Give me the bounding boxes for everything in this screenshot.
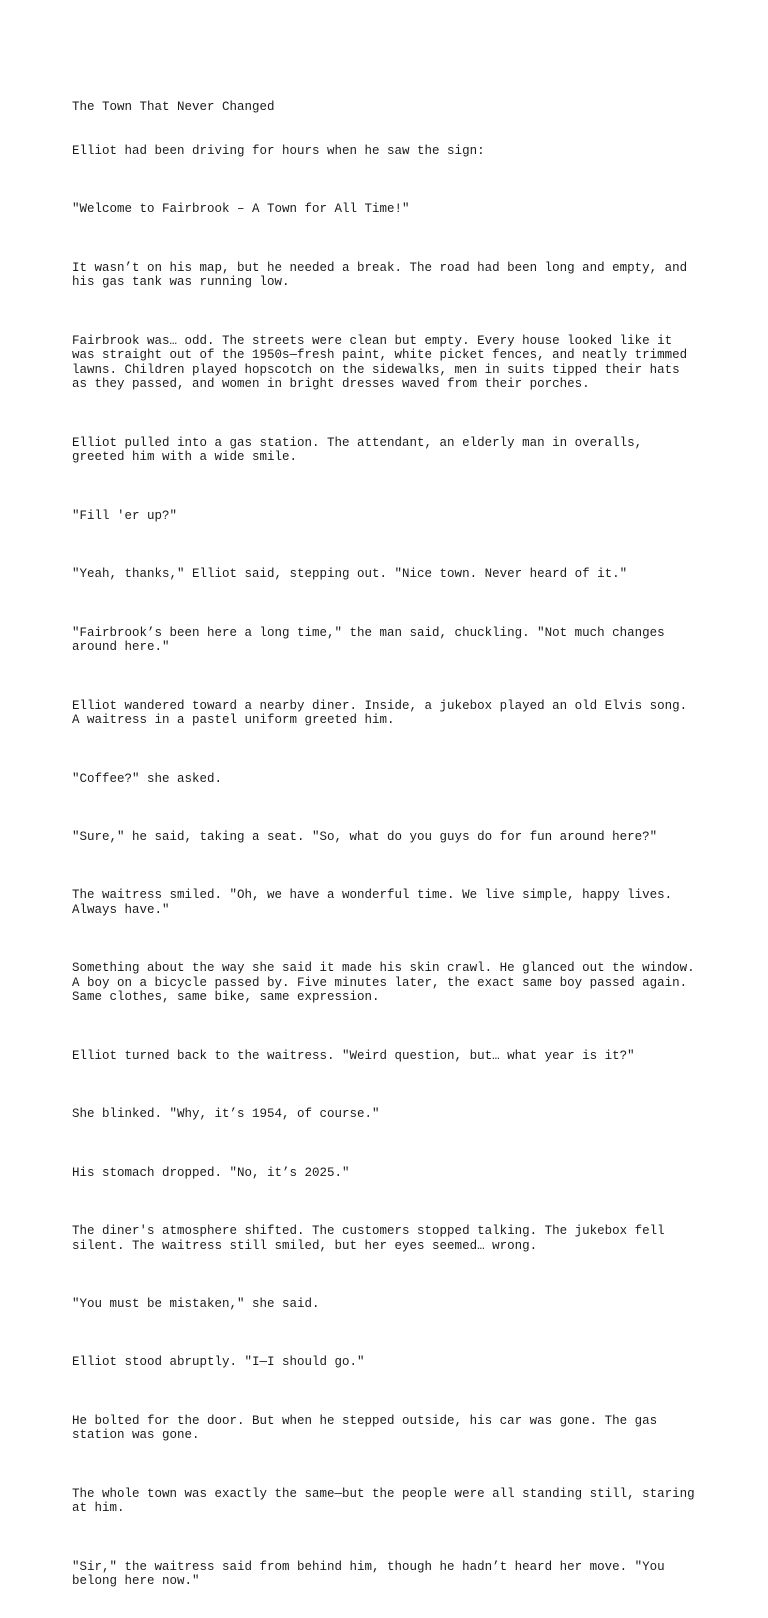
paragraph-21: The whole town was exactly the same—but the people were all standing still, staring at him. bbox=[72, 1486, 695, 1516]
paragraph-20: He bolted for the door. But when he stepped outside, his car was gone. The gas station was gone. bbox=[72, 1413, 658, 1443]
paragraph-18: "You must be mistaken," she said. bbox=[72, 1296, 320, 1311]
paragraph-7: "Yeah, thanks," Elliot said, stepping out. "Nice town. Never heard of it." bbox=[72, 567, 628, 582]
paragraph-12: The waitress smiled. "Oh, we have a wonderful time. We live simple, happy lives. Always have." bbox=[72, 888, 673, 917]
paragraph-4: Fairbrook was… odd. The streets were clean but empty. Every house looked like it was straight out of the 1950s—fresh paint, white picket fences, and neatly trimmed lawns. Children played hopscotch on the sidewalks, men in suits tipped their hats as they passed, and women in bright dresses waved from their porches. bbox=[72, 333, 688, 392]
document-page bbox=[72, 71, 732, 1618]
paragraph-13: Something about the way she said it made his skin crawl. He glanced out the window. A boy on a bicycle passed by. Five minutes later, the exact same boy passed again. Same clothes, same bike, same expression. bbox=[72, 961, 695, 1005]
paragraph-22: "Sir," the waitress said from behind him, though he hadn’t heard her move. "You belong here now." bbox=[72, 1559, 665, 1589]
paragraph-19: Elliot stood abruptly. "I—I should go." bbox=[72, 1355, 365, 1370]
paragraph-6: "Fill 'er up?" bbox=[72, 508, 178, 523]
paragraph-10: "Coffee?" she asked. bbox=[72, 771, 223, 786]
paragraph-14: Elliot turned back to the waitress. "Weird question, but… what year is it?" bbox=[72, 1048, 635, 1063]
paragraph-16: His stomach dropped. "No, it’s 2025." bbox=[72, 1165, 350, 1180]
paragraph-2: "Welcome to Fairbrook – A Town for All Time!" bbox=[72, 202, 410, 217]
paragraph-5: Elliot pulled into a gas station. The attendant, an elderly man in overalls, greeted him with a wide smile. bbox=[72, 435, 643, 465]
paragraph-3: It wasn’t on his map, but he needed a break. The road had been long and empty, and his gas tank was running low. bbox=[72, 260, 688, 290]
paragraph-11: "Sure," he said, taking a seat. "So, what do you guys do for fun around here?" bbox=[72, 829, 658, 844]
paragraph-1: Elliot had been driving for hours when he saw the sign: bbox=[72, 143, 485, 158]
paragraph-8: "Fairbrook’s been here a long time," the man said, chuckling. "Not much changes around here." bbox=[72, 625, 665, 655]
paragraph-17: The diner's atmosphere shifted. The customers stopped talking. The jukebox fell silent. The waitress still smiled, but her eyes seemed… wrong. bbox=[72, 1223, 665, 1253]
paragraph-9: Elliot wandered toward a nearby diner. Inside, a jukebox played an old Elvis song. A waitress in a pastel uniform greeted him. bbox=[72, 698, 688, 728]
paragraph-15: She blinked. "Why, it’s 1954, of course." bbox=[72, 1107, 380, 1122]
document-title: The Town That Never Changed bbox=[72, 100, 275, 115]
